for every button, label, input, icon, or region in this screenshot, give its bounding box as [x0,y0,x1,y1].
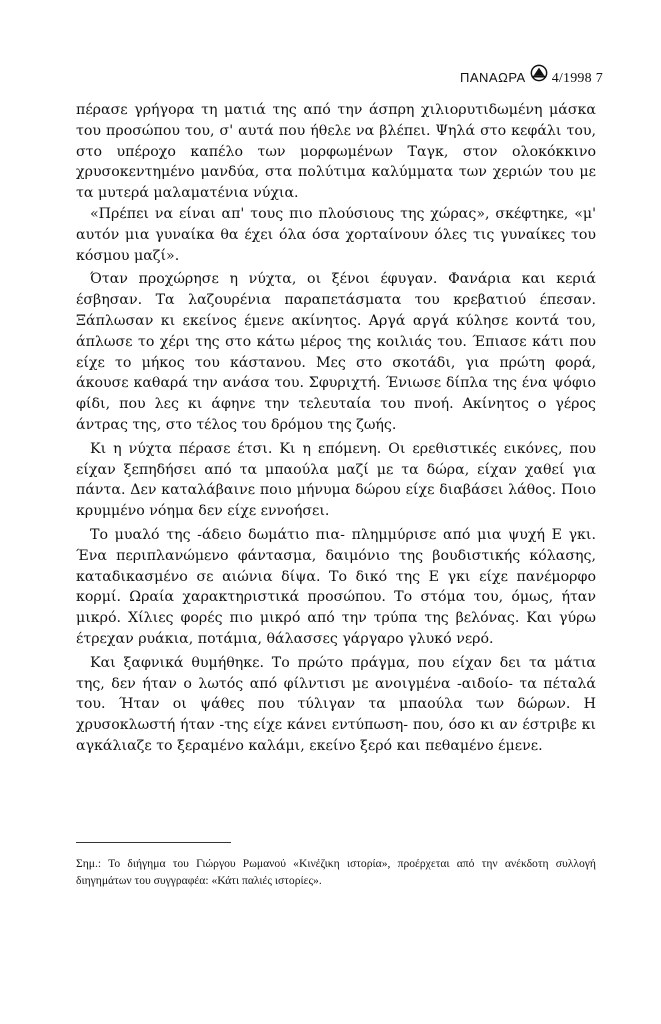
paragraph: «Πρέπει να είναι απ' τους πιο πλούσιους της χώρας», σκέφτηκε, «μ' αυτόν μια γυναίκα θα έχει όλα όσα χορταίνουν όλες τις γυναίκες του κόσμου μαζί». [76,205,596,264]
journal-logo-icon [530,64,548,82]
footnote: Σημ.: Το διήγημα του Γιώργου Ρωμανού «Κινέζικη ιστορία», προέρχεται από την ανέκδοτη συλλογή διηγημάτων του συγγραφέα: «Κάτι παλιές ιστορίες». [76,857,596,887]
paragraph: Όταν προχώρησε η νύχτα, οι ξένοι έφυγαν. Φανάρια και κεριά έσβησαν. Τα λαζουρένια παραπετάσματα του κρεβατιού έπεσαν. Ξάπλωσαν κι εκείνος έμενε ακίνητος. Αργά αργά κύλησε κοντά του, άπλωσε το χέρι της στο κάτω μέρος της κοιλιάς του. Έπιασε κάτι που είχε το μήκος του κάστανου. Μες στο σκοτάδι, για πρώτη φορά, άκουσε καθαρά την ανάσα του. Σφυριχτή. Ένιωσε δίπλα της ένα ψόφιο φίδι, που λες κι άφηνε την τελευταία του πνοή. Ακίνητος ο γέρος άντρας της, στο τέλος του δρόμου της ζωής. [76,271,596,433]
paragraph: Και ξαφνικά θυμήθηκε. Το πρώτο πράγμα, που είχαν δει τα μάτια της, δεν ήταν ο λωτός από φίλντισι με ανοιγμένα -αιδοίο- τα πέταλά του. Ήταν οι ψάθες που τύλιγαν τα μπαούλα των δώρων. Η χρυσοκλωστή ήταν -της είχε κάνει εντύπωση- που, όσο κι αν έστριβε κι αγκάλιαζε το ξεραμένο καλάμι, εκείνο ξερό και πεθαμένο έμενε. [76,654,596,754]
body-text [76,100,596,757]
paragraph: πέρασε γρήγορα τη ματιά της από την άσπρη χιλιορυτιδωμένη μάσκα του προσώπου του, σ' αυτά που ήθελε να βλέπει. Ψηλά στο κεφάλι του, στο υπέροχο καπέλο των μορφωμένων Ταγκ, στον ολοκόκκινο χρυσοκεντημένο μανδύα, στα πολύτιμα καλύμματα των χεριών του με τα μυτερά μαλαματένια νύχια. [76,102,596,202]
journal-title: ΠΑΝΑΩΡΑ [459,70,526,85]
paragraph: Κι η νύχτα πέρασε έτσι. Κι η επόμενη. Οι ερεθιστικές εικόνες, που είχαν ξεπηδήσει από τα μπαούλα μαζί με τα δώρα, είχαν χαθεί για πάντα. Δεν καταλάβαινε ποιο μήνυμα δώρου είχε διαβάσει λάθος. Ποιο κρυμμένο νόημα δεν είχε εννοήσει. [76,440,596,520]
page-number: 7 [595,71,603,86]
running-header [460,64,603,87]
footnote-rule [76,842,231,843]
issue-number: 4/1998 [551,71,592,86]
paragraph: Το μυαλό της -άδειο δωμάτιο πια- πλημμύρισε από μια ψυχή Ε γκι. Ένα περιπλανώμενο φάντασμα, δαιμόνιο της βουδιστικής κόλασης, καταδικασμένο σε αιώνια δίψα. Το δικό της Ε γκι είχε πανέμορφο κορμί. Ωραία χαρακτηριστικά προσώπου. Το στόμα του, όμως, ήταν μικρό. Χίλιες φορές πιο μικρό από την τρύπα της βελόνας. Και γύρω έτρεχαν ρυάκια, ποτάμια, θάλασσες γάργαρο γλυκό νερό. [76,526,596,647]
